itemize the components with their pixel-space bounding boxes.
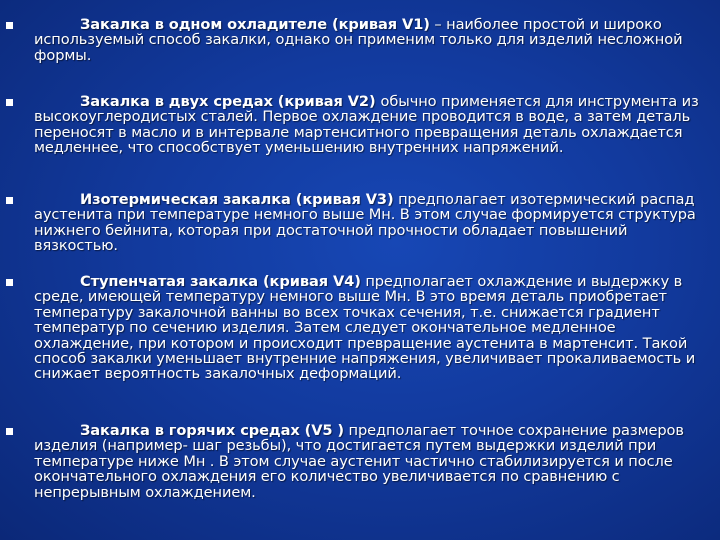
bullet-icon: [6, 197, 13, 204]
bullet-icon: [6, 279, 13, 286]
paragraph-term: Ступенчатая закалка (кривая V4): [80, 273, 361, 290]
paragraph-term: Закалка в одном охладителе (кривая V1): [80, 16, 430, 33]
bullet-icon: [6, 428, 13, 435]
paragraph-term: Закалка в двух средах (кривая V2): [80, 93, 381, 110]
paragraph-text: предполагает охлаждение и выдержку в среде, имеющей температуру немного выше Мн. В это время деталь приобретает температуру закалочной ванны во всех точках сечения, т.е. снижается градиент температур по сечению изделия. Затем следует окончательное медленное охлаждение, при котором и происходит превращение аустенита в мартенсит. Такой способ закалки уменьшает внутренние напряжения, увеличивает прокаливаемость и снижает вероятность закалочных деформаций.: [34, 273, 696, 383]
paragraph: [34, 192, 708, 254]
paragraph-text: – наиболее простой и широко используемый способ закалки, однако он применим только для изделий несложной формы.: [34, 16, 683, 64]
paragraph: [34, 94, 708, 156]
paragraph-term: Изотермическая закалка (кривая V3): [80, 191, 394, 208]
paragraph: [34, 17, 708, 63]
paragraph: [34, 274, 708, 382]
paragraph-text: обычно применяется для инструмента из высокоуглеродистых сталей. Первое охлаждение проводится в воде, а затем деталь переносят в масло и в интервале мартенситного превращения деталь охлаждается медленнее, что способствует уменьшению внутренних напряжений.: [34, 93, 699, 157]
paragraph-text: предполагает изотермический распад аустенита при температуре немного выше Мн. В этом случае формируется структура нижнего бейнита, которая при достаточной прочности обладает повышений вязкостью.: [34, 191, 696, 255]
paragraph-text: предполагает точное сохранение размеров изделия (например- шаг резьбы), что достигается путем выдержки изделий при температуре ниже Мн . В этом случае аустенит частично стабилизируется и после окончательного охлаждения его количество увеличивается по сравнению с непрерывным охлаждением.: [34, 422, 684, 501]
paragraph: [34, 423, 708, 500]
paragraph-term: Закалка в горячих средах (V5 ): [80, 422, 345, 439]
bullet-icon: [6, 22, 13, 29]
bullet-icon: [6, 99, 13, 106]
